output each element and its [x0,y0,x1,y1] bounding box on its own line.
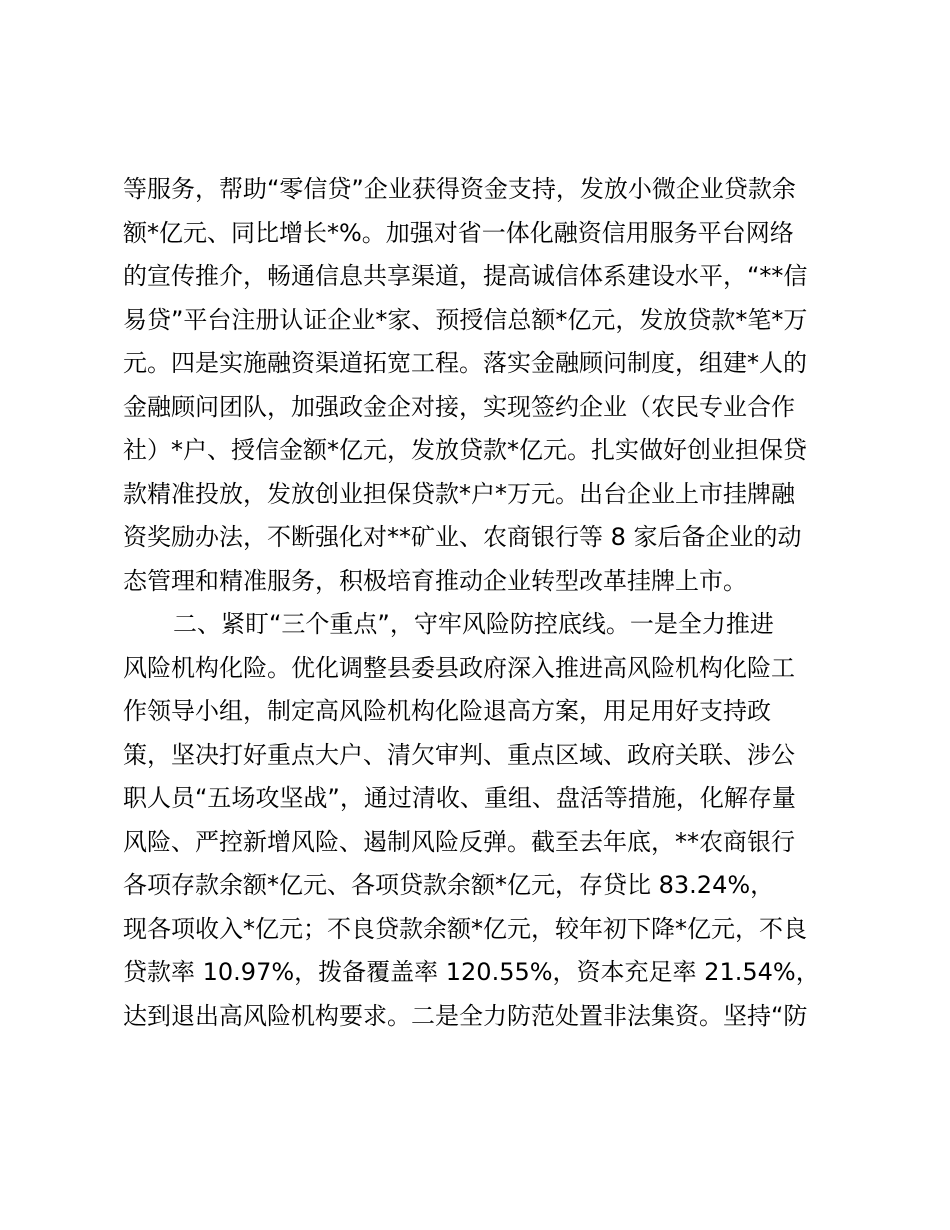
text-line: 职人员“五场攻坚战”，通过清收、重组、盘活等措施，化解存量 [123,784,796,812]
text-line: 风险机构化险。优化调整县委县政府深入推进高风险机构化险工 [123,653,795,682]
text-line: 各项存款余额*亿元、各项贷款余额*亿元，存贷比 83.24%， [123,871,775,899]
text-line: 达到退出高风险机构要求。二是全力防范处置非法集资。坚持“防 [123,1001,808,1030]
text-line: 额*亿元、同比增长*%。加强对省一体化融资信用服务平台网络 [123,218,794,247]
text-line: 款精准投放，发放创业担保贷款*户*万元。出台企业上市挂牌融 [123,479,795,508]
text-line: 元。四是实施融资渠道拓宽工程。落实金融顾问制度，组建*人的 [123,349,807,377]
text-line: 贷款率 10.97%，拨备覆盖率 120.55%，资本充足率 21.54%， [123,958,820,986]
text-line: 社）*户、授信金额*亿元，发放贷款*亿元。扎实做好创业担保贷 [123,436,807,464]
text-line: 态管理和精准服务，积极培育推动企业转型改革挂牌上市。 [123,566,747,595]
text-line: 等服务，帮助“零信贷”企业获得资金支持，发放小微企业贷款余 [123,175,796,203]
body-text [123,168,835,1038]
text-line: 资奖励办法，不断强化对**矿业、农商银行等 8 家后备企业的动 [123,523,802,551]
text-line: 策，坚决打好重点大户、清欠审判、重点区域、政府关联、涉公 [123,740,795,769]
text-line: 风险、严控新增风险、遏制风险反弹。截至去年底，**农商银行 [123,827,795,856]
text-line: 易贷”平台注册认证企业*家、预授信总额*亿元，发放贷款*笔*万 [123,305,808,334]
text-line: 金融顾问团队，加强政金企对接，实现签约企业（农民专业合作 [123,392,795,421]
text-line: 现各项收入*亿元；不良贷款余额*亿元，较年初下降*亿元，不良 [123,914,807,943]
section-heading-line: 二、紧盯“三个重点”，守牢风险防控底线。一是全力推进 [173,610,774,638]
text-line: 作领导小组，制定高风险机构化险退高方案，用足用好支持政 [123,697,771,725]
text-line: 的宣传推介，畅通信息共享渠道，提高诚信体系建设水平，“**信 [123,262,808,290]
